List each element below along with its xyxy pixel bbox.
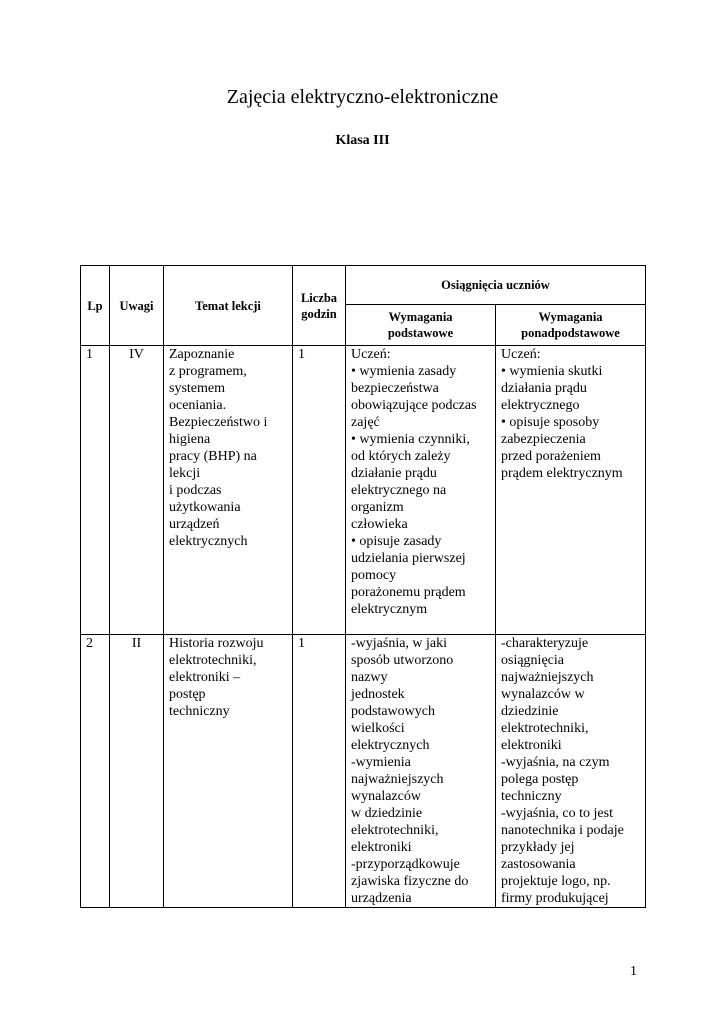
cell-line: osiągnięcia bbox=[501, 653, 564, 668]
cell-line: podstawowych bbox=[351, 704, 435, 719]
cell-line: pomocy bbox=[351, 568, 397, 583]
cell-uwagi: IV bbox=[110, 346, 164, 635]
cell-line: urządzeń bbox=[169, 517, 220, 532]
header-podstawowe-line-1: Wymagania bbox=[388, 310, 453, 324]
cell-line: prądem elektrycznym bbox=[501, 466, 623, 481]
cell-line: elektroniki – bbox=[169, 670, 241, 685]
cell-line: -wyjaśnia, na czym bbox=[501, 755, 610, 770]
cell-line: elektroniki bbox=[501, 738, 562, 753]
cell-line: porażonemu prądem bbox=[351, 585, 466, 600]
cell-line: wynalazców bbox=[351, 789, 421, 804]
cell-line: w dziedzinie bbox=[351, 806, 423, 821]
cell-line: -charakteryzuje bbox=[501, 636, 589, 651]
cell-line: projektuje logo, np. bbox=[501, 874, 611, 889]
cell-line: od których zależy bbox=[351, 449, 451, 464]
cell-temat bbox=[164, 346, 293, 635]
cell-line: działania prądu bbox=[501, 381, 587, 396]
cell-line: najważniejszych bbox=[501, 670, 594, 685]
cell-line: techniczny bbox=[169, 704, 230, 719]
cell-podstawowe bbox=[346, 635, 496, 908]
cell-line: elektrycznego na bbox=[351, 483, 447, 498]
cell-line: elektroniki bbox=[351, 840, 412, 855]
cell-uwagi: II bbox=[110, 635, 164, 908]
cell-line: działanie prądu bbox=[351, 466, 437, 481]
header-ponadpodstawowe-line-1: Wymagania bbox=[538, 310, 603, 324]
table-row bbox=[81, 635, 646, 908]
cell-line: postęp bbox=[169, 687, 206, 702]
cell-line: lekcji bbox=[169, 466, 201, 481]
cell-line: i podczas bbox=[169, 483, 222, 498]
cell-line: Bezpieczeństwo i bbox=[169, 415, 268, 430]
cell-line: systemem bbox=[169, 381, 225, 396]
cell-line: z programem, bbox=[169, 364, 247, 379]
cell-line: zjawiska fizyczne do bbox=[351, 874, 469, 889]
cell-line: -wyjaśnia, w jaki bbox=[351, 636, 448, 651]
header-lp: Lp bbox=[81, 266, 110, 346]
cell-line: • wymienia skutki bbox=[501, 364, 603, 379]
cell-line: obowiązujące podczas bbox=[351, 398, 477, 413]
cell-line: człowieka bbox=[351, 517, 408, 532]
page-number: 1 bbox=[630, 964, 637, 979]
cell-godziny: 1 bbox=[293, 346, 346, 635]
document-subtitle: Klasa III bbox=[335, 133, 390, 148]
cell-lp: 2 bbox=[81, 635, 110, 908]
cell-line: elektrycznym bbox=[351, 602, 428, 617]
cell-line: sposób utworzono bbox=[351, 653, 454, 668]
header-osiagniecia: Osiągnięcia uczniów bbox=[346, 266, 646, 305]
cell-lp: 1 bbox=[81, 346, 110, 635]
header-wymagania-podstawowe bbox=[346, 305, 496, 346]
cell-line: Zapoznanie bbox=[169, 347, 235, 362]
cell-line: wynalazców w bbox=[501, 687, 585, 702]
header-temat: Temat lekcji bbox=[164, 266, 293, 346]
cell-line: najważniejszych bbox=[351, 772, 444, 787]
header-podstawowe-line-2: podstawowe bbox=[387, 326, 454, 340]
cell-line: -wymienia bbox=[351, 755, 411, 770]
cell-line: • wymienia zasady bbox=[351, 364, 457, 379]
cell-line: dziedzinie bbox=[501, 704, 559, 719]
cell-line: bezpieczeństwa bbox=[351, 381, 439, 396]
lesson-plan-table bbox=[80, 265, 646, 908]
cell-temat bbox=[164, 635, 293, 908]
cell-line: jednostek bbox=[351, 687, 405, 702]
header-godzin-line: godzin bbox=[301, 306, 337, 321]
cell-line: zajęć bbox=[351, 415, 380, 430]
cell-podstawowe bbox=[346, 346, 496, 635]
cell-line: • wymienia czynniki, bbox=[351, 432, 470, 447]
cell-line: elektrycznych bbox=[169, 534, 248, 549]
cell-line: higiena bbox=[169, 432, 211, 447]
cell-godziny: 1 bbox=[293, 635, 346, 908]
cell-line: • opisuje zasady bbox=[351, 534, 442, 549]
cell-line: Uczeń: bbox=[351, 347, 391, 362]
cell-line: firmy produkującej bbox=[501, 891, 609, 906]
cell-line: elektrotechniki, bbox=[501, 721, 589, 736]
cell-line: elektrotechniki, bbox=[169, 653, 257, 668]
header-wymagania-ponadpodstawowe bbox=[496, 305, 646, 346]
cell-line: przed porażeniem bbox=[501, 449, 601, 464]
header-ponadpodstawowe-line-2: ponadpodstawowe bbox=[521, 326, 620, 340]
cell-line: urządzenia bbox=[351, 891, 412, 906]
cell-line: elektrycznych bbox=[351, 738, 430, 753]
cell-line: przykłady jej bbox=[501, 840, 575, 855]
cell-line: -wyjaśnia, co to jest bbox=[501, 806, 613, 821]
cell-line: wielkości bbox=[351, 721, 405, 736]
cell-line: zabezpieczenia bbox=[501, 432, 586, 447]
cell-line: polega postęp bbox=[501, 772, 579, 787]
cell-line: Historia rozwoju bbox=[169, 636, 264, 651]
cell-line: -przyporządkowuje bbox=[351, 857, 460, 872]
cell-line: zastosowania bbox=[501, 857, 576, 872]
table-row bbox=[81, 346, 646, 635]
cell-ponadpodstawowe bbox=[496, 635, 646, 908]
header-liczba-line: Liczba bbox=[300, 290, 338, 305]
cell-line: użytkowania bbox=[169, 500, 241, 515]
cell-line: techniczny bbox=[501, 789, 562, 804]
cell-line: • opisuje sposoby bbox=[501, 415, 600, 430]
cell-line: Uczeń: bbox=[501, 347, 541, 362]
header-uwagi: Uwagi bbox=[110, 266, 164, 346]
document-title: Zajęcia elektryczno-elektroniczne bbox=[226, 86, 499, 108]
cell-line: oceniania. bbox=[169, 398, 227, 413]
cell-ponadpodstawowe bbox=[496, 346, 646, 635]
cell-line: elektrotechniki, bbox=[351, 823, 439, 838]
cell-line: nazwy bbox=[351, 670, 388, 685]
cell-line: organizm bbox=[351, 500, 404, 515]
header-liczba-godzin bbox=[293, 266, 346, 346]
cell-line: nanotechnika i podaje bbox=[501, 823, 624, 838]
cell-line: pracy (BHP) na bbox=[169, 449, 257, 464]
cell-line: elektrycznego bbox=[501, 398, 580, 413]
cell-line: udzielania pierwszej bbox=[351, 551, 466, 566]
